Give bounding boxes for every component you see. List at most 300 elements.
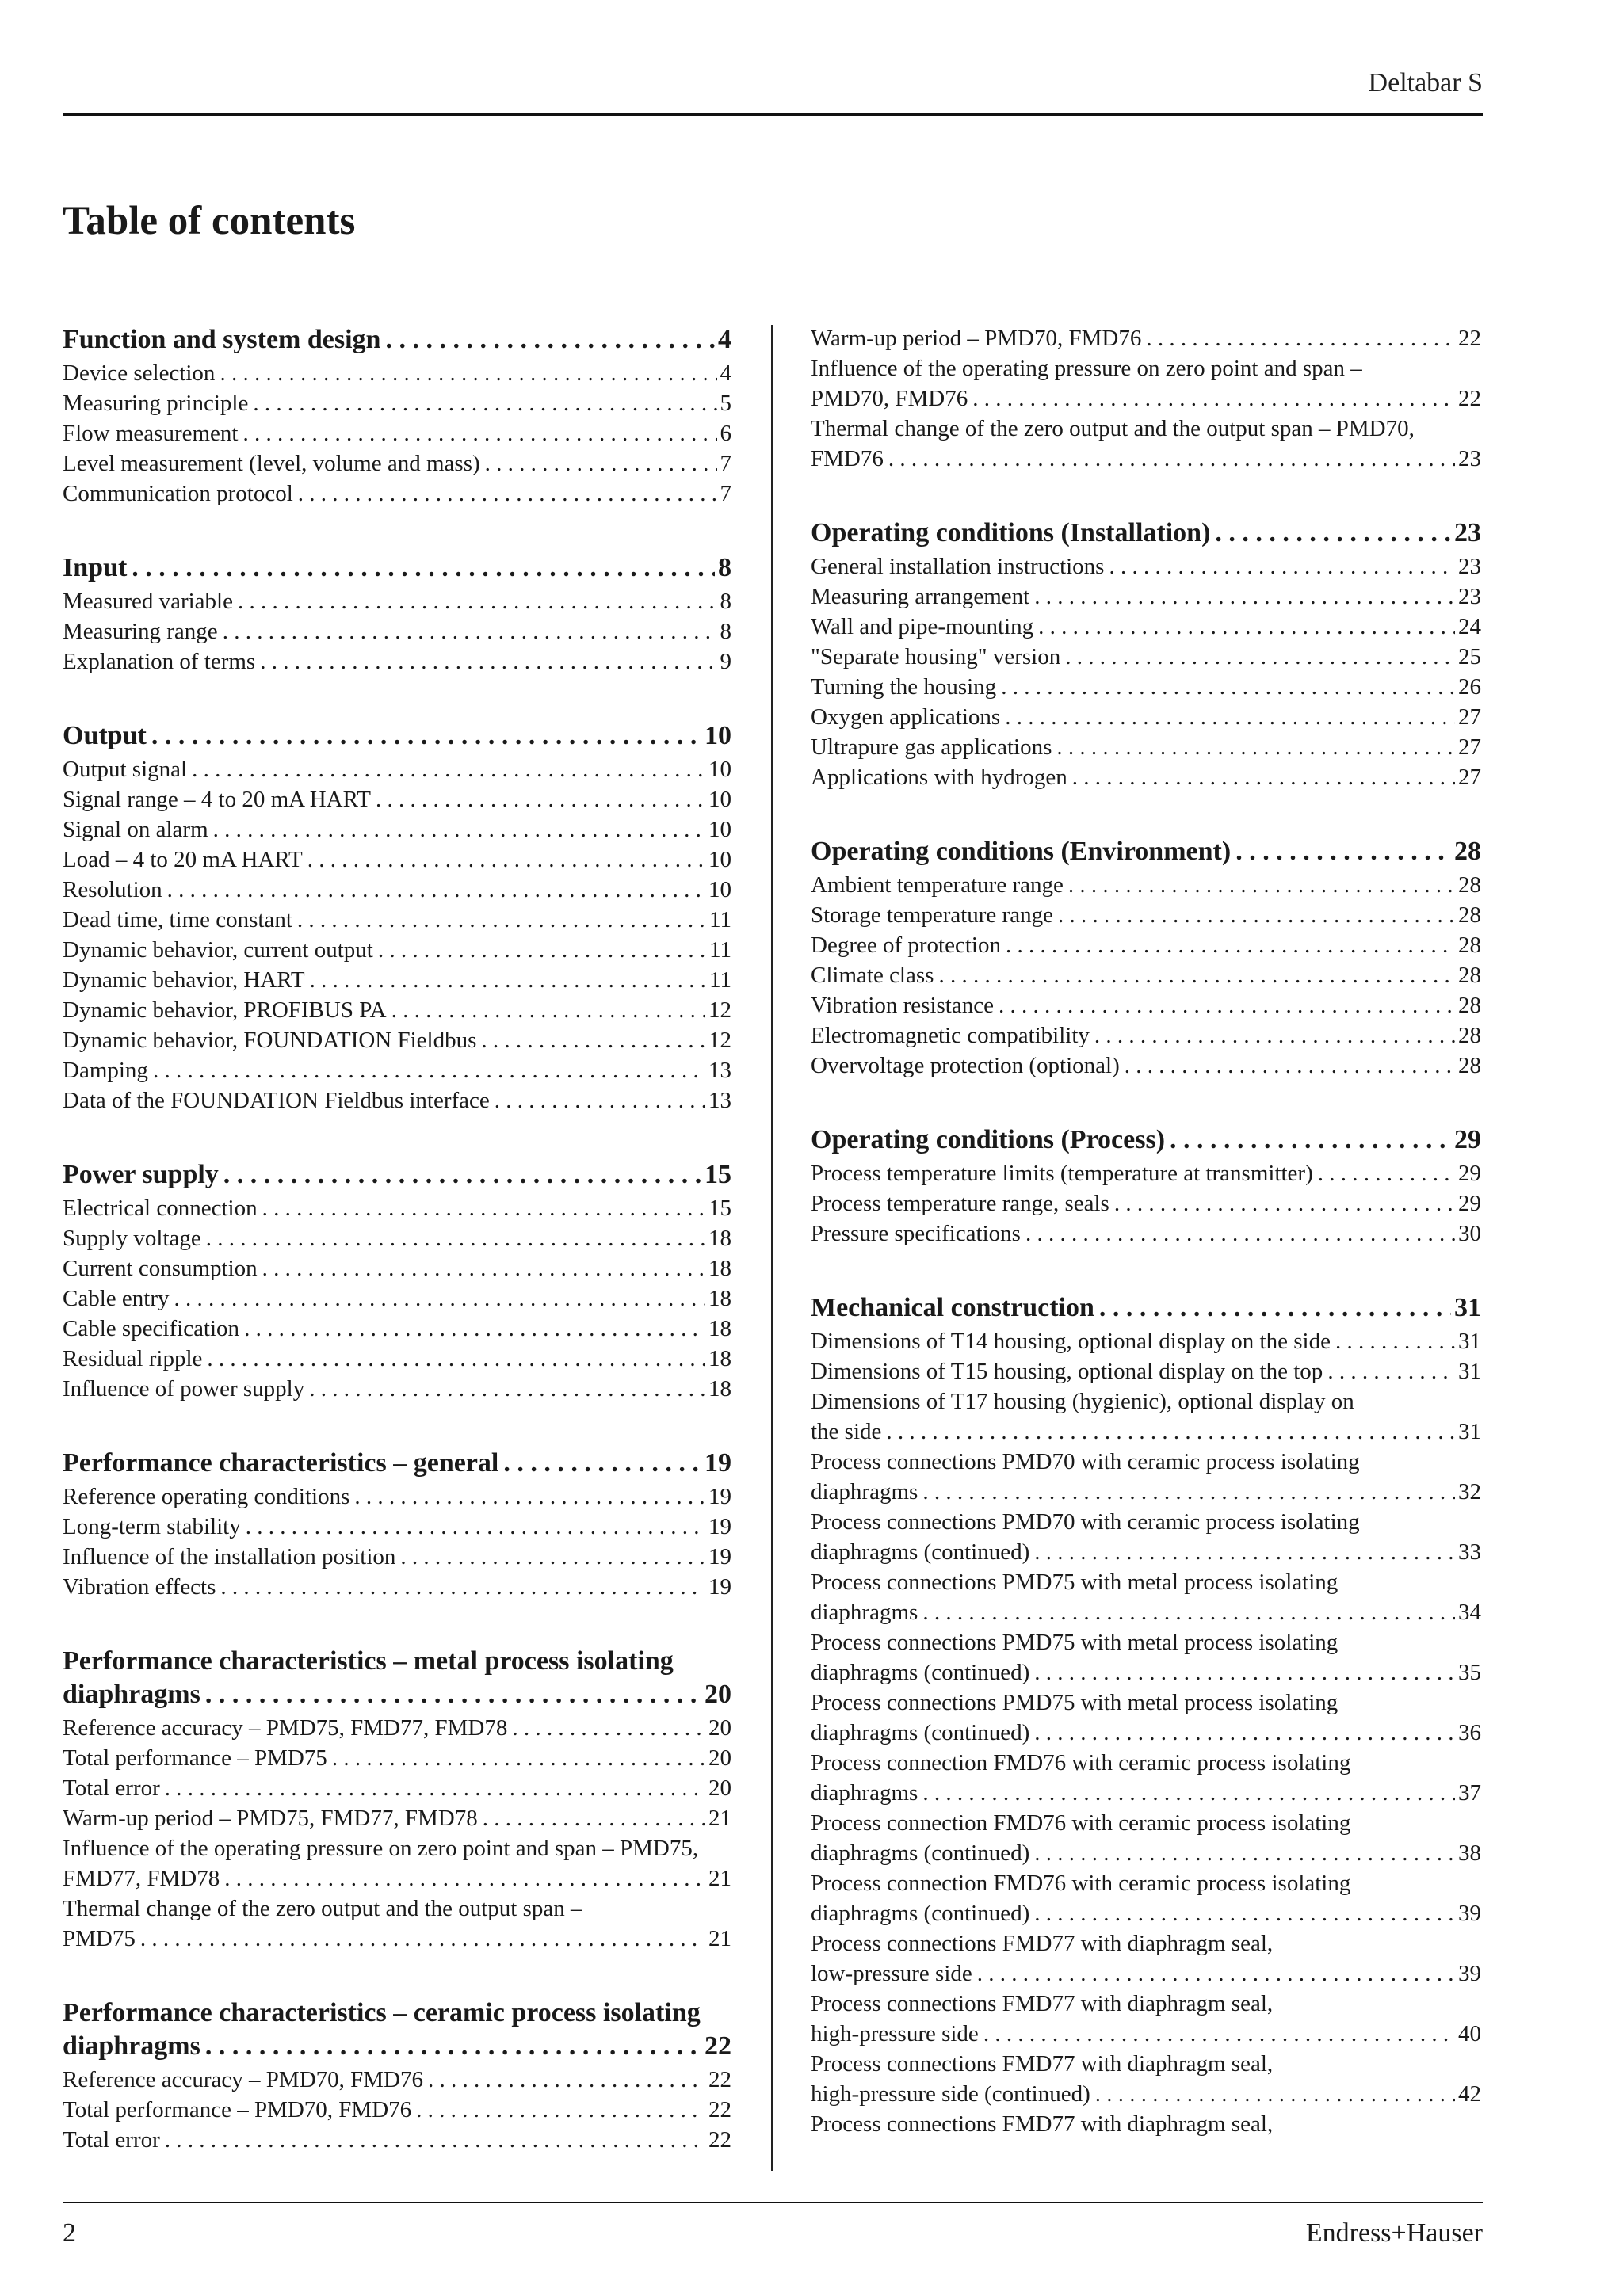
toc-entry[interactable] — [63, 965, 731, 995]
toc-entry[interactable] — [63, 616, 731, 646]
leader-dots — [151, 719, 701, 753]
leader-dots — [260, 646, 716, 677]
toc-entry[interactable] — [63, 1085, 731, 1116]
toc-entry-page: 40 — [1458, 2021, 1481, 2046]
toc-entry[interactable] — [811, 1838, 1481, 1868]
leader-dots — [262, 1253, 705, 1283]
toc-entry-page: 13 — [708, 1088, 731, 1113]
toc-entry-label: Measuring principle — [63, 391, 249, 416]
toc-entry-label: Total performance – PMD70, FMD76 — [63, 2097, 412, 2122]
toc-entry[interactable] — [811, 1219, 1481, 1249]
toc-entry-label: Dimensions of T15 housing, optional display on the top — [811, 1359, 1323, 1384]
toc-entry-label: Level measurement (level, volume and mass) — [63, 451, 480, 476]
toc-entry[interactable] — [811, 990, 1481, 1020]
toc-entry[interactable] — [63, 1193, 731, 1223]
leader-dots — [1006, 930, 1455, 960]
toc-entry-first-line: Dimensions of T17 housing (hygienic), optional display on — [811, 1389, 1354, 1414]
toc-entry-page: 13 — [708, 1058, 731, 1083]
toc-entry[interactable] — [811, 1898, 1481, 1928]
toc-section — [63, 1447, 731, 1602]
toc-entry-label: Measured variable — [63, 589, 233, 614]
toc-entry-page: 21 — [708, 1866, 731, 1891]
toc-entry-label: Device selection — [63, 360, 216, 386]
toc-entry-page: 32 — [1458, 1479, 1481, 1505]
toc-entry-page: 30 — [1458, 1221, 1481, 1246]
section-title-page: 23 — [1454, 518, 1481, 547]
section-title[interactable] — [811, 835, 1481, 868]
toc-entry[interactable] — [63, 754, 731, 784]
toc-entry-page: 27 — [1458, 704, 1481, 730]
toc-entry[interactable] — [63, 388, 731, 418]
section-title[interactable] — [63, 1158, 731, 1192]
toc-entry-first-line: Process connections FMD77 with diaphragm seal, — [811, 2051, 1274, 2077]
leader-dots — [1094, 1020, 1455, 1051]
toc-entry-page: 28 — [1458, 1023, 1481, 1048]
leader-dots — [922, 1477, 1455, 1507]
toc-entry[interactable] — [63, 875, 731, 905]
toc-entry-label: Turning the housing — [811, 674, 997, 700]
leader-dots — [922, 1778, 1455, 1808]
toc-entry-page: 23 — [1458, 446, 1481, 471]
toc-entry-label: Oxygen applications — [811, 704, 1001, 730]
toc-entry[interactable] — [63, 1283, 731, 1314]
toc-entry[interactable] — [63, 586, 731, 616]
section-title-label: Input — [63, 553, 128, 582]
toc-entry-first-line: Process connections FMD77 with diaphragm seal, — [811, 1931, 1274, 1956]
toc-entry[interactable] — [811, 1417, 1481, 1447]
leader-dots — [385, 323, 715, 357]
toc-entry[interactable] — [811, 2079, 1481, 2109]
leader-dots — [938, 960, 1455, 990]
leader-dots — [922, 1597, 1455, 1627]
toc-entry[interactable] — [63, 1924, 731, 1954]
section-title[interactable] — [63, 551, 731, 585]
section-title-label: diaphragms — [63, 1680, 200, 1709]
toc-entry[interactable] — [811, 762, 1481, 792]
toc-entry-label: Signal on alarm — [63, 817, 208, 842]
toc-entry[interactable] — [63, 1713, 731, 1743]
toc-entry-page: 42 — [1458, 2081, 1481, 2107]
toc-entry-label: Resolution — [63, 877, 162, 902]
toc-entry-first-line: Process connections PMD75 with metal process isolating — [811, 1690, 1338, 1715]
toc-entry[interactable] — [63, 1253, 731, 1283]
leader-dots — [213, 814, 705, 845]
toc-entry-page: 15 — [708, 1196, 731, 1221]
leader-dots — [1146, 323, 1455, 353]
toc-entry-label: Dead time, time constant — [63, 907, 292, 933]
toc-entry-page: 34 — [1458, 1600, 1481, 1625]
leader-dots — [310, 965, 707, 995]
section-title-page: 15 — [705, 1160, 731, 1189]
toc-entry[interactable] — [811, 702, 1481, 732]
leader-dots — [246, 1512, 705, 1542]
section-title[interactable] — [63, 719, 731, 753]
toc-entry-label: diaphragms (continued) — [811, 1660, 1030, 1685]
toc-entry-label: Ultrapure gas applications — [811, 734, 1052, 760]
toc-entry-page: 28 — [1458, 902, 1481, 928]
leader-dots — [242, 418, 716, 448]
toc-entry[interactable] — [811, 444, 1481, 474]
toc-entry[interactable] — [811, 1020, 1481, 1051]
toc-entry-label: Applications with hydrogen — [811, 765, 1067, 790]
toc-entry-page: 33 — [1458, 1539, 1481, 1565]
toc-entry[interactable] — [811, 323, 1481, 353]
toc-section — [811, 1123, 1481, 1249]
toc-entry[interactable] — [811, 1158, 1481, 1188]
leader-dots — [1034, 1838, 1455, 1868]
toc-entry-page: 12 — [708, 1028, 731, 1053]
leader-dots — [192, 754, 705, 784]
toc-entry-label: Measuring range — [63, 619, 218, 644]
toc-entry-label: diaphragms — [811, 1780, 918, 1806]
toc-entry-label: Electrical connection — [63, 1196, 258, 1221]
leader-dots — [1038, 612, 1455, 642]
leader-dots — [1170, 1123, 1451, 1157]
toc-entry-page: 20 — [708, 1715, 731, 1741]
toc-entry[interactable] — [811, 1477, 1481, 1507]
toc-entry[interactable] — [811, 1597, 1481, 1627]
leader-dots — [485, 448, 717, 479]
leader-dots — [503, 1447, 701, 1480]
section-title-page: 22 — [705, 2031, 731, 2061]
toc-entry-page: 37 — [1458, 1780, 1481, 1806]
toc-entry-page: 39 — [1458, 1901, 1481, 1926]
toc-entry-page: 8 — [720, 589, 731, 614]
toc-entry-label: Process temperature range, seals — [811, 1191, 1109, 1216]
toc-section — [63, 551, 731, 677]
section-title-page: 19 — [705, 1448, 731, 1478]
toc-entry-label: Influence of the installation position — [63, 1544, 396, 1569]
toc-entry[interactable] — [811, 612, 1481, 642]
section-title-page: 31 — [1454, 1293, 1481, 1322]
toc-entry-first-line: Process connections PMD70 with ceramic process isolating — [811, 1449, 1360, 1474]
section-title-page: 29 — [1454, 1125, 1481, 1154]
footer-page-number: 2 — [63, 2218, 76, 2248]
section-title-label: Power supply — [63, 1160, 219, 1189]
toc-entry-label: Warm-up period – PMD75, FMD77, FMD78 — [63, 1806, 478, 1831]
toc-entry-page: 28 — [1458, 1053, 1481, 1078]
leader-dots — [165, 2125, 705, 2155]
leader-dots — [416, 2095, 705, 2125]
toc-entry-label: FMD76 — [811, 446, 884, 471]
toc-entry[interactable] — [811, 642, 1481, 672]
section-title-page: 8 — [718, 553, 731, 582]
toc-entry-page: 18 — [708, 1316, 731, 1341]
toc-entry-page: 10 — [708, 847, 731, 872]
toc-entry-label: Dynamic behavior, FOUNDATION Fieldbus — [63, 1028, 477, 1053]
toc-entry-label: PMD75 — [63, 1926, 136, 1951]
toc-entry[interactable] — [63, 1572, 731, 1602]
toc-entry-label: Dynamic behavior, current output — [63, 937, 373, 963]
toc-entry-label: low-pressure side — [811, 1961, 972, 1986]
toc-section — [63, 1645, 731, 1954]
toc-entry-label: Climate class — [811, 963, 934, 988]
section-title-page: 20 — [705, 1680, 731, 1709]
toc-entry-page: 11 — [709, 967, 731, 993]
leader-dots — [1034, 1718, 1455, 1748]
toc-entry-page: 5 — [720, 391, 731, 416]
toc-entry[interactable] — [811, 1958, 1481, 1989]
section-title-page: 28 — [1454, 837, 1481, 866]
toc-entry-label: FMD77, FMD78 — [63, 1866, 220, 1891]
toc-entry[interactable] — [63, 1773, 731, 1803]
toc-entry-page: 22 — [708, 2127, 731, 2153]
leader-dots — [999, 990, 1455, 1020]
toc-entry[interactable] — [63, 845, 731, 875]
toc-entry-label: Current consumption — [63, 1256, 258, 1281]
leader-dots — [354, 1482, 705, 1512]
toc-entry[interactable] — [63, 2065, 731, 2095]
toc-entry-label: Total error — [63, 2127, 160, 2153]
leader-dots — [495, 1085, 705, 1116]
toc-entry-first-line: Process connections PMD75 with metal process isolating — [811, 1569, 1338, 1595]
toc-entry-page: 22 — [1458, 326, 1481, 351]
toc-entry-label: diaphragms (continued) — [811, 1539, 1030, 1565]
toc-entry-first-line: Thermal change of the zero output and the output span – — [63, 1896, 582, 1921]
toc-right-column — [811, 323, 1481, 2182]
toc-entry-label: Supply voltage — [63, 1226, 201, 1251]
toc-entry[interactable] — [811, 870, 1481, 900]
toc-entry[interactable] — [63, 646, 731, 677]
toc-section — [63, 1158, 731, 1404]
toc-entry-page: 6 — [720, 421, 731, 446]
leader-dots — [1034, 1898, 1455, 1928]
toc-entry-page: 19 — [708, 1514, 731, 1539]
toc-entry[interactable] — [63, 1314, 731, 1344]
toc-entry-page: 22 — [1458, 386, 1481, 411]
section-title-label: Operating conditions (Environment) — [811, 837, 1232, 866]
toc-entry-first-line: Thermal change of the zero output and the output span – PMD70, — [811, 416, 1415, 441]
toc-entry-page: 19 — [708, 1544, 731, 1569]
toc-entry[interactable] — [63, 1482, 731, 1512]
toc-entry-label: Vibration effects — [63, 1574, 216, 1600]
toc-entry[interactable] — [63, 1374, 731, 1404]
toc-entry-label: Output signal — [63, 757, 188, 782]
section-title[interactable] — [811, 1291, 1481, 1325]
toc-entry[interactable] — [811, 383, 1481, 414]
leader-dots — [253, 388, 716, 418]
toc-entry[interactable] — [63, 784, 731, 814]
toc-entry-label: diaphragms (continued) — [811, 1840, 1030, 1866]
toc-entry[interactable] — [63, 814, 731, 845]
toc-entry-page: 18 — [708, 1376, 731, 1402]
leader-dots — [1099, 1291, 1451, 1325]
toc-entry-page: 22 — [708, 2067, 731, 2092]
toc-entry-label: Total performance – PMD75 — [63, 1745, 327, 1771]
leader-dots — [298, 479, 717, 509]
toc-entry[interactable] — [811, 672, 1481, 702]
toc-entry-first-line: Process connection FMD76 with ceramic process isolating — [811, 1871, 1351, 1896]
leader-dots — [1005, 702, 1455, 732]
toc-entry[interactable] — [63, 995, 731, 1025]
toc-entry-label: Load – 4 to 20 mA HART — [63, 847, 303, 872]
toc-entry[interactable] — [63, 935, 731, 965]
toc-section — [63, 323, 731, 509]
toc-entry[interactable] — [63, 448, 731, 479]
toc-entry-first-line: Process connections PMD70 with ceramic process isolating — [811, 1509, 1360, 1535]
leader-dots — [307, 845, 705, 875]
toc-entry-label: high-pressure side (continued) — [811, 2081, 1090, 2107]
toc-entry[interactable] — [811, 1326, 1481, 1356]
leader-dots — [378, 935, 706, 965]
toc-entry-page: 39 — [1458, 1961, 1481, 1986]
toc-entry-page: 22 — [708, 2097, 731, 2122]
toc-entry-label: Vibration resistance — [811, 993, 994, 1018]
toc-section — [63, 719, 731, 1116]
leader-dots — [1095, 2079, 1455, 2109]
section-title[interactable] — [63, 323, 731, 357]
leader-dots — [1235, 835, 1451, 868]
toc-entry[interactable] — [63, 1055, 731, 1085]
toc-entry[interactable] — [63, 1223, 731, 1253]
section-title[interactable] — [811, 517, 1481, 550]
toc-entry[interactable] — [811, 1051, 1481, 1081]
leader-dots — [1125, 1051, 1455, 1081]
toc-entry-partial[interactable]: Process connections FMD77 with diaphragm seal, — [811, 2111, 1274, 2137]
toc-entry[interactable] — [811, 2019, 1481, 2049]
toc-entry[interactable] — [811, 1778, 1481, 1808]
toc-section — [811, 1291, 1481, 2139]
toc-entry-page: 36 — [1458, 1720, 1481, 1745]
toc-entry[interactable] — [63, 1803, 731, 1833]
toc-entry-label: Overvoltage protection (optional) — [811, 1053, 1120, 1078]
leader-dots — [1335, 1326, 1455, 1356]
header-brand: Deltabar S — [1368, 68, 1483, 97]
toc-entry-label: Storage temperature range — [811, 902, 1053, 928]
leader-dots — [376, 784, 705, 814]
toc-entry[interactable] — [811, 732, 1481, 762]
toc-entry[interactable] — [811, 1356, 1481, 1386]
column-divider — [771, 325, 773, 2171]
section-title[interactable] — [811, 1123, 1481, 1157]
toc-entry-page: 10 — [708, 757, 731, 782]
leader-dots — [244, 1314, 705, 1344]
leader-dots — [1034, 1657, 1455, 1688]
leader-dots — [309, 1374, 705, 1404]
toc-entry[interactable] — [63, 2125, 731, 2155]
leader-dots — [1034, 1537, 1455, 1567]
toc-entry-label: Measuring arrangement — [811, 584, 1030, 609]
leader-dots — [140, 1924, 705, 1954]
leader-dots — [223, 1158, 701, 1192]
toc-entry[interactable] — [63, 358, 731, 388]
toc-entry-label: "Separate housing" version — [811, 644, 1061, 669]
leader-dots — [1327, 1356, 1455, 1386]
section-title-label: Mechanical construction — [811, 1293, 1094, 1322]
toc-entry[interactable] — [63, 1025, 731, 1055]
toc-entry[interactable] — [811, 900, 1481, 930]
leader-dots — [205, 2030, 701, 2063]
leader-dots — [262, 1193, 705, 1223]
toc-entry-page: 31 — [1458, 1419, 1481, 1444]
section-title-first-line: Performance characteristics – ceramic process isolating — [63, 1998, 701, 2027]
leader-dots — [1318, 1158, 1455, 1188]
toc-entry[interactable] — [811, 582, 1481, 612]
leader-dots — [483, 1803, 705, 1833]
section-title[interactable] — [63, 1447, 731, 1480]
toc-entry[interactable] — [63, 905, 731, 935]
toc-entry[interactable] — [63, 2095, 731, 2125]
leader-dots — [220, 1572, 705, 1602]
section-title[interactable] — [63, 2030, 731, 2063]
section-title-label: Performance characteristics – general — [63, 1448, 499, 1478]
toc-entry-page: 8 — [720, 619, 731, 644]
toc-entry[interactable] — [811, 1657, 1481, 1688]
toc-entry[interactable] — [63, 1743, 731, 1773]
leader-dots — [207, 1344, 705, 1374]
leader-dots — [167, 875, 705, 905]
leader-dots — [174, 1283, 705, 1314]
page-title: Table of contents — [63, 199, 356, 243]
leader-dots — [1109, 551, 1455, 582]
toc-entry-page: 10 — [708, 817, 731, 842]
toc-entry[interactable] — [63, 1863, 731, 1894]
toc-entry-page: 12 — [708, 997, 731, 1023]
toc-entry-label: Dynamic behavior, HART — [63, 967, 305, 993]
toc-entry[interactable] — [63, 1344, 731, 1374]
leader-dots — [297, 905, 706, 935]
leader-dots — [165, 1773, 705, 1803]
toc-entry[interactable] — [811, 551, 1481, 582]
toc-entry[interactable] — [811, 1537, 1481, 1567]
toc-entry[interactable] — [811, 1718, 1481, 1748]
toc-entry-page: 21 — [708, 1806, 731, 1831]
toc-entry[interactable] — [63, 418, 731, 448]
toc-entry[interactable] — [63, 1542, 731, 1572]
leader-dots — [977, 1958, 1455, 1989]
footer-brand: Endress+Hauser — [1305, 2218, 1483, 2248]
toc-entry[interactable] — [63, 1512, 731, 1542]
leader-dots — [220, 358, 716, 388]
toc-entry-label: Residual ripple — [63, 1346, 203, 1371]
section-title-page: 10 — [705, 721, 731, 750]
toc-entry-page: 31 — [1458, 1359, 1481, 1384]
toc-entry-label: Signal range – 4 to 20 mA HART — [63, 787, 371, 812]
toc-entry-first-line: Process connection FMD76 with ceramic process isolating — [811, 1750, 1351, 1775]
toc-entry-first-line: Influence of the operating pressure on zero point and span – — [811, 356, 1362, 381]
toc-entry-page: 20 — [708, 1745, 731, 1771]
toc-entry-label: diaphragms — [811, 1479, 918, 1505]
toc-entry[interactable] — [63, 479, 731, 509]
toc-entry-page: 28 — [1458, 872, 1481, 898]
toc-entry-page: 28 — [1458, 993, 1481, 1018]
leader-dots — [224, 1863, 705, 1894]
toc-entry-page: 9 — [720, 649, 731, 674]
leader-dots — [332, 1743, 705, 1773]
toc-entry-page: 18 — [708, 1256, 731, 1281]
toc-entry-page: 26 — [1458, 674, 1481, 700]
toc-entry[interactable] — [811, 960, 1481, 990]
toc-entry-label: diaphragms — [811, 1600, 918, 1625]
toc-entry-first-line: Process connection FMD76 with ceramic process isolating — [811, 1810, 1351, 1836]
section-title[interactable] — [63, 1678, 731, 1711]
toc-entry-page: 7 — [720, 481, 731, 506]
toc-entry-page: 19 — [708, 1484, 731, 1509]
toc-entry-label: Total error — [63, 1775, 160, 1801]
toc-entry-page: 28 — [1458, 963, 1481, 988]
toc-entry-first-line: Influence of the operating pressure on zero point and span – PMD75, — [63, 1836, 699, 1861]
toc-entry-label: Reference accuracy – PMD75, FMD77, FMD78 — [63, 1715, 508, 1741]
toc-left-column — [63, 323, 731, 2198]
toc-entry-label: Reference operating conditions — [63, 1484, 350, 1509]
toc-entry-page: 18 — [708, 1346, 731, 1371]
toc-entry[interactable] — [811, 930, 1481, 960]
toc-entry[interactable] — [811, 1188, 1481, 1219]
toc-entry-label: diaphragms (continued) — [811, 1901, 1030, 1926]
section-title-first-line: Performance characteristics – metal process isolating — [63, 1646, 674, 1676]
toc-entry-page: 10 — [708, 787, 731, 812]
toc-entry-page: 11 — [709, 907, 731, 933]
